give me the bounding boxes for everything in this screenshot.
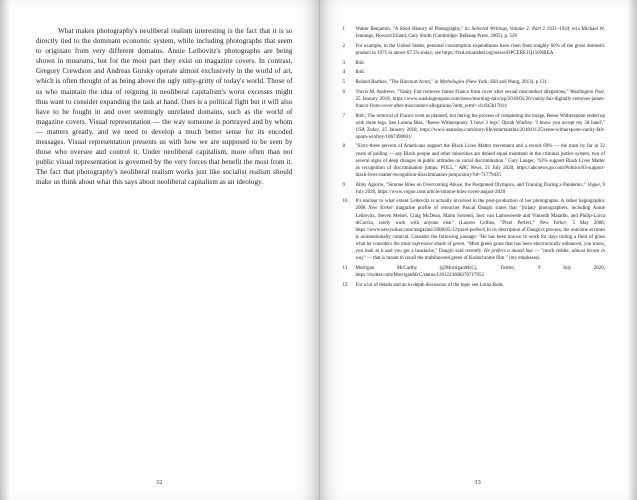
endnote-item [343,282,606,289]
right-page-edge-shadow [627,0,637,500]
endnote-item [343,265,606,279]
endnote-text: Ibid. [355,60,365,66]
endnote-number: 12 [342,282,348,288]
endnote-text: It's unclear to what extent Leibovitz is actually involved in the post-production of her photographs. A rather hagiographic 2008 New Yorker magazine profile of retoucher Pascal Dangin states that "[m]any photographers, including Annie Leibovitz, Steven Meisel, Craig McDean, Mario Sorrenti, Inez van Lamsweerde and Vinoodh Matadin, and Philip-Lorca diCorcia, rarely work with anyone else." (Lauren Collins, "Pixel Perfect," New Yorker, 5 May 2008, https://www.newyorker.com/magazine/2008/05/12/pixel-perfect) In its description of Dangin's process, the outcome at times is unintentionally comical. Consider the following passage: "He has been known to work for days tinting a field of grass what he considers the most expressive shade of green. "Most green grass that has been electronically enhanced, you know, you look at it and you get a headache," Dangin said recently. He prefers a muted hue — "much redder, almost brown in way" — that is meant to recall the multilayered green of Kodachrome film." (my emphases) [355,199,606,262]
endnote-text: For a lot of details and an in-depth discussion of the topic see Lorna Roth, [355,282,504,288]
endnote-item [343,143,606,178]
endnote-text: Roland Barthes, "The Harcourt Actor," in Mythologies (New York: Hill and Wang, 2013), p 131. [355,79,549,85]
endnote-number: 5 [342,79,345,85]
endnote-item [343,89,606,110]
endnote-number: 7 [342,113,345,119]
spread-gutter [319,0,320,500]
endnotes-list [343,26,606,289]
endnote-item [343,182,606,196]
endnote-number: 11 [342,265,348,271]
endnote-text: Walter Benjamin, "A Short History of Photography," in: Selected Writings, Volume 2: Part 2 1931–1934, ed.s Michael W. Jennings, Howard Eiland, Gary Smith (Cambridge: Belknap Press, 2005), p. 526 [355,27,605,40]
endnote-number: 4 [342,70,345,76]
endnote-number: 9 [342,182,345,188]
endnote-item [343,60,606,67]
body-paragraph: What makes photography's neoliberal realism interesting is the fact that it is so directly tied to the dominant economic system, while including photographs that seem to originate from very different domains. Annie Leibovitz's photographs are being shown in museums, but for the most part they exist on magazine covers. In contrast, Gregory Crewdson and Andreas Gursky operate almost exclusively in the world of art, which is often thought of as being above the ugly nitty-gritty of today's world. Those of us who maintain the idea of reigning in neoliberal capitalism's worst excesses might thus want to consider expanding the task at hand. Ours is a political fight but it will also have to be fought in and over seemingly unrelated domains, such as the world of magazine covers. Visual representation — the way someone is portrayed and by whom — matters greatly, and we need to develop a much better sense for its encoded messages. Visual representation presents us with how we are supposed to be seen by those who oversee and control it. Under neoliberal capitalism, more often than not public visual representation is governed by the very forces that benefit the most from it. The fact that photography's neoliberal realism works just like socialist realism should make us think about what this says about neoliberal capitalism as an ideology. [36,27,293,187]
endnote-text: "Sixty-three percent of Americans support the Black Lives Matter movement and a record 69% — the most by far in 32 years of polling — say Black people and other minorities are denied equal treatment in the criminal justice system, two of several signs of deep changes in public attitudes on racial discrimination." Gary Langer, "63% support Black Lives Matter as recognition of discrimination jumps: POLL," ABC News, 21 July 2020, https://abcnews.go.com/Politics/63-support-black-lives-matter-recognition-discrimination-jumps/story?id=71779435 [355,144,606,178]
endnote-item [343,79,606,86]
left-page-folio: 32 [156,480,163,486]
endnote-text: Ibid. [355,70,365,76]
endnote-text: Ibid.; The removal of Franco went as planned, but during the process of completing the image, Reese Witherspoon ended up with three legs. See Lorena Blas, "Reese Witherspoon: 'I have 3 legs'; Oprah Winfrey: 'I know you accept my 3d hand'," USA Today, 25 January 2018, https://www.usatoday.com/story/life/entertainthis/2018/01/25/reese-witherspoon-vanity-fair-oprah-winfrey/1067490001/ [355,113,606,140]
endnote-item [343,198,606,262]
endnote-text: Abby Aguirre, "Simone Biles on Overcoming Abuse, the Postponed Olympics, and Training During a Pandemic," Vogue, 9 July 2020, https://www.vogue.com/article/simone-biles-cover-august-2020 [355,182,605,195]
endnote-item [343,26,606,40]
right-page [319,0,637,500]
left-page-body-column [36,26,293,188]
endnote-text: For example, in the United States, personal consumption expenditures have risen from roughly 60% of the gross domestic product in 1975 to above 67.5% today; see https://fred.stlouisfed.org/series/DPCERE1Q156NBEA [355,43,605,56]
endnote-number: 8 [342,144,345,150]
endnote-number: 10 [342,199,348,205]
left-page-edge-shadow [0,0,10,500]
right-page-folio: 33 [474,480,481,486]
endnote-text: Travis M. Andrews, "Vanity Fair removes James Franco from cover after sexual misconduct allegations," Washington Post, 25 January 2018, https://www.washingtonpost.com/news/morning-mix/wp/2018/01/26/vanity-fair-digitally-removes-james-franco-from-cover-after-misconduct-allegations/?utm_term=.cb1fa5b17014 [355,89,605,109]
endnote-item [343,69,606,76]
endnote-item [343,43,606,57]
endnote-item [343,113,606,141]
endnote-number: 3 [342,60,345,66]
endnote-text: Morrigan McCarthy (@MorriganMcC), Twitter, 9 July 2020, https://twitter.com/MorriganMcC/status/1281223608270717952 [355,265,605,278]
endnote-number: 6 [342,89,345,95]
endnote-number: 1 [342,27,345,32]
endnote-number: 2 [342,43,345,49]
